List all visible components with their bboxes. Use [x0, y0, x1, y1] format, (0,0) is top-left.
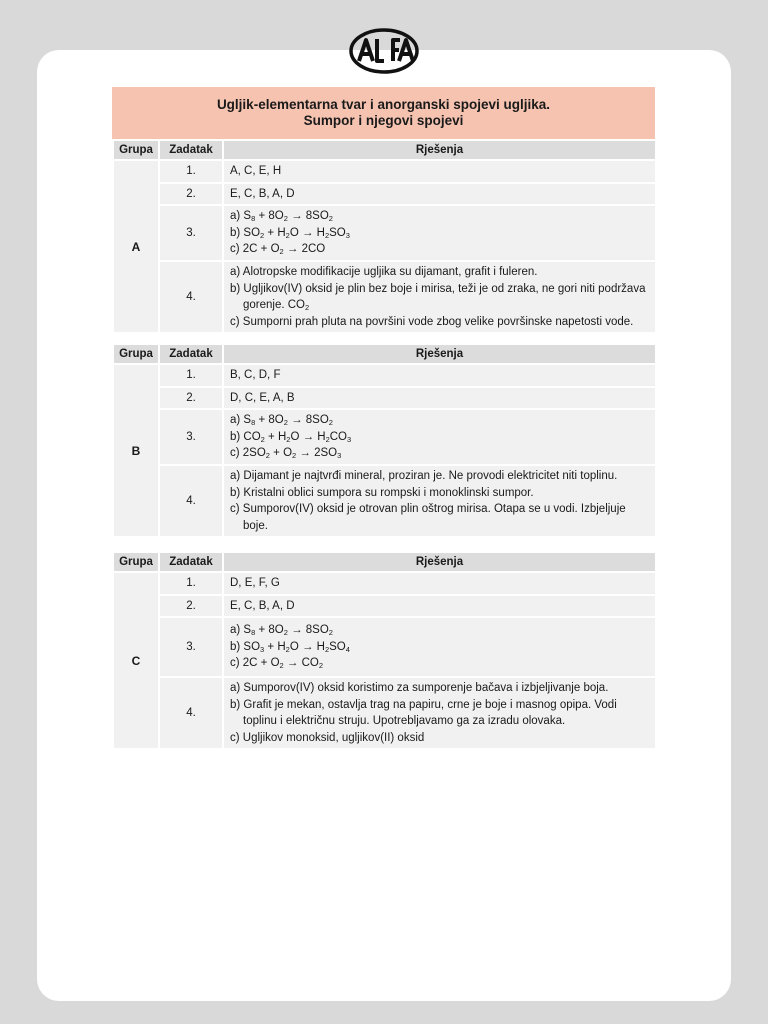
task-number: 4.	[159, 677, 223, 749]
table-row	[113, 387, 656, 410]
answer-line: b) $SO_2 + H_2O \to H_2SO_3$	[230, 226, 350, 240]
header-row	[113, 552, 656, 572]
task-number: 4.	[159, 465, 223, 537]
document-title	[112, 87, 655, 139]
answer-cell	[223, 572, 656, 595]
answer-cell	[223, 160, 656, 183]
table-row	[113, 364, 656, 387]
answer-line: b) Ugljikov(IV) oksid je plin bez boje i mirisa, teži je od zraka, ne gori niti podržava gorenje. $CO_2$	[230, 282, 646, 312]
answer-line: a) $S_8 + 8O_2 \to 8SO_2$	[230, 414, 333, 428]
answer-line: c) $2C + O_2 \to 2CO$	[230, 243, 326, 257]
task-number: 4.	[159, 261, 223, 333]
answer-line: c) $2SO_2 + O_2 \to 2SO_3$	[230, 447, 342, 461]
answer-line: D, C, E, A, B	[230, 391, 295, 404]
task-number: 1.	[159, 160, 223, 183]
header-solutions: Rješenja	[223, 344, 656, 364]
title-line-2: Sumpor i njegovi spojevi	[303, 113, 464, 128]
answer-line: b) $SO_3 + H_2O \to H_2SO_4$	[230, 640, 350, 654]
header-task: Zadatak	[159, 140, 223, 160]
group-label: B	[113, 364, 159, 537]
table-row	[113, 617, 656, 677]
group-a-table	[112, 139, 657, 334]
alfa-logo-icon	[349, 27, 419, 75]
answer-line: a) $S_8 + 8O_2 \to 8SO_2$	[230, 210, 333, 224]
header-group: Grupa	[113, 140, 159, 160]
answer-line: D, E, F, G	[230, 577, 280, 589]
group-label: C	[113, 572, 159, 749]
group-c-table	[112, 551, 657, 750]
answer-line: c) Ugljikov monoksid, ugljikov(II) oksid	[230, 731, 425, 744]
header-row	[113, 140, 656, 160]
group-b-table	[112, 343, 657, 538]
task-number: 3.	[159, 409, 223, 465]
task-number: 2.	[159, 595, 223, 618]
answer-line: b) $CO_2 + H_2O \to H_2CO_3$	[230, 430, 352, 444]
answer-line: c) $2C + O_2 \to CO_2$	[230, 657, 324, 671]
answer-line: b) Grafit je mekan, ostavlja trag na papiru, crne je boje i masnog opipa. Vodi toplinu i električnu struju. Upotrebljavamo ga za izradu olovaka.	[230, 698, 617, 727]
answer-line: B, C, D, F	[230, 369, 281, 381]
answer-cell	[223, 677, 656, 749]
answer-cell	[223, 261, 656, 333]
header-group: Grupa	[113, 344, 159, 364]
table-row	[113, 677, 656, 749]
answer-cell	[223, 183, 656, 206]
answer-line: A, C, E, H	[230, 165, 282, 177]
task-number: 2.	[159, 387, 223, 410]
table-row	[113, 205, 656, 261]
table-row	[113, 261, 656, 333]
answer-cell	[223, 409, 656, 465]
answer-line: a) Alotropske modifikacije ugljika su dijamant, grafit i fuleren.	[230, 266, 538, 278]
group-label: A	[113, 160, 159, 333]
header-group: Grupa	[113, 552, 159, 572]
table-row	[113, 409, 656, 465]
answer-line: b) Kristalni oblici sumpora su rompski i monoklinski sumpor.	[230, 486, 534, 499]
answer-cell	[223, 364, 656, 387]
answer-line: E, C, B, A, D	[230, 187, 295, 200]
task-number: 3.	[159, 617, 223, 677]
task-number: 2.	[159, 183, 223, 206]
header-solutions: Rješenja	[223, 552, 656, 572]
table-row	[113, 160, 656, 183]
table-row	[113, 465, 656, 537]
table-row	[113, 595, 656, 618]
answer-cell	[223, 617, 656, 677]
task-number: 3.	[159, 205, 223, 261]
header-row	[113, 344, 656, 364]
answer-line: a) $S_8 + 8O_2 \to 8SO_2$	[230, 624, 333, 638]
answer-line: a) Sumporov(IV) oksid koristimo za sumporenje bačava i izbjeljivanje boja.	[230, 682, 609, 694]
table-row	[113, 572, 656, 595]
answer-cell	[223, 465, 656, 537]
answer-line: a) Dijamant je najtvrđi mineral, proziran je. Ne provodi elektricitet niti toplinu.	[230, 470, 618, 482]
task-number: 1.	[159, 364, 223, 387]
answer-cell	[223, 595, 656, 618]
answer-cell	[223, 387, 656, 410]
answer-line: c) Sumporni prah pluta na površini vode zbog velike površinske napetosti vode.	[230, 315, 634, 328]
header-task: Zadatak	[159, 344, 223, 364]
alfa-logo	[349, 27, 419, 75]
header-task: Zadatak	[159, 552, 223, 572]
table-row	[113, 183, 656, 206]
title-line-1: Ugljik-elementarna tvar i anorganski spojevi ugljika.	[216, 97, 551, 112]
answer-line: c) Sumporov(IV) oksid je otrovan plin oštrog mirisa. Otapa se u vodi. Izbjeljuje boje.	[230, 503, 626, 532]
answer-cell	[223, 205, 656, 261]
task-number: 1.	[159, 572, 223, 595]
answer-line: E, C, B, A, D	[230, 599, 295, 612]
header-solutions: Rješenja	[223, 140, 656, 160]
